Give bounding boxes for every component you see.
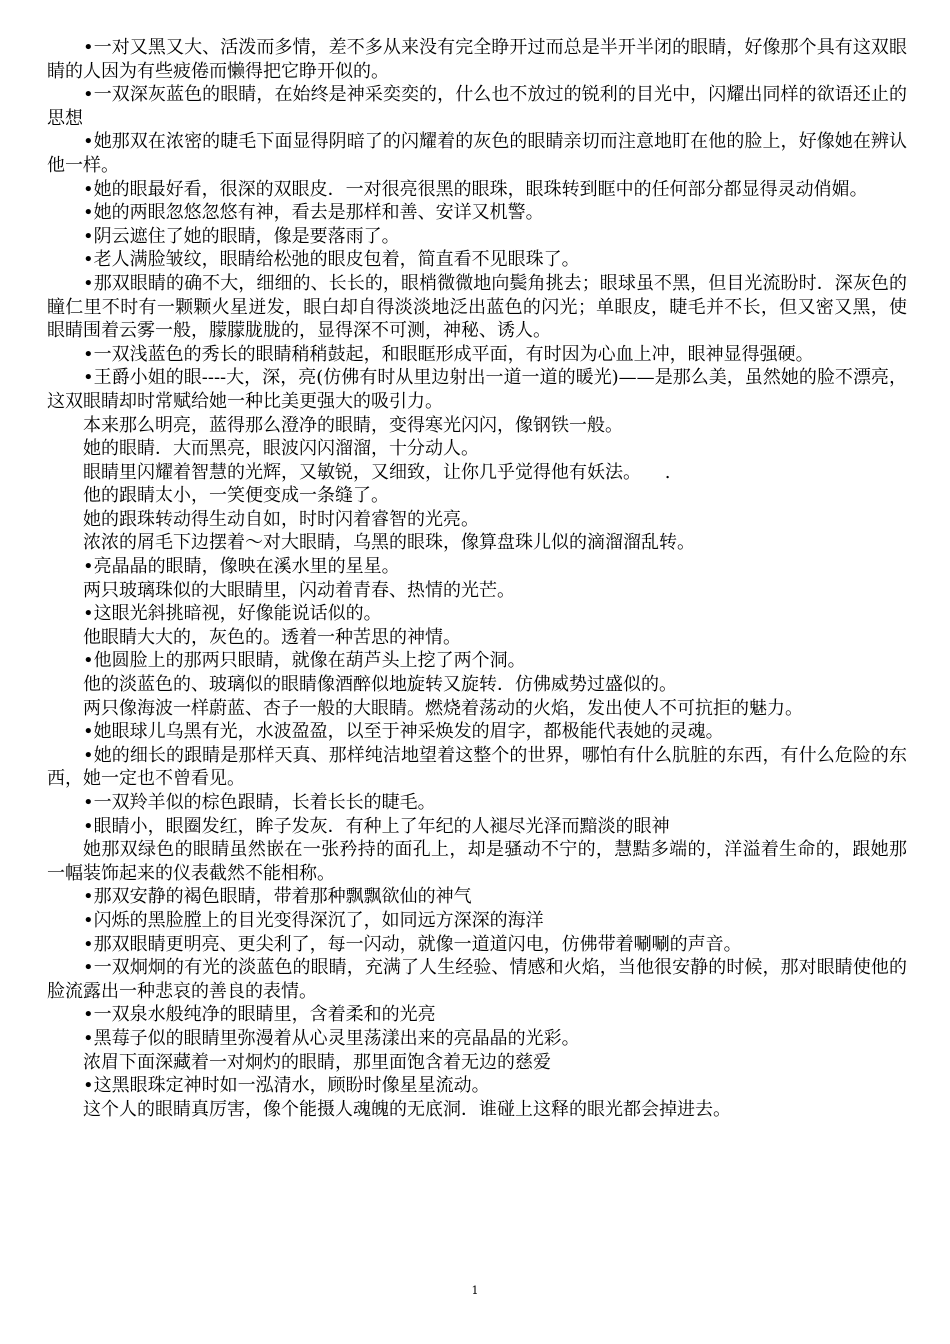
- paragraph: •眼睛小，眼圈发红，眸子发灰．有种上了年纪的人褪尽光泽而黯淡的眼神: [83, 815, 670, 837]
- paragraph: •王爵小姐的眼----大，深，亮(仿佛有时从里边射出一道一道的暖光)——是那么美，虽然她的脸不漂亮，这双眼睛却时常赋给她一种比美更强大的吸引力。: [47, 367, 907, 412]
- paragraph: 浓浓的屑毛下边摆着～对大眼睛，乌黑的眼珠，像算盘珠儿似的滴溜溜乱转。: [83, 532, 695, 554]
- paragraph: •一双羚羊似的棕色跟睛，长着长长的睫毛。: [83, 792, 436, 813]
- paragraph: •阴云遮住了她的眼睛，像是要落雨了。: [83, 225, 400, 247]
- paragraph: •一双深灰蓝色的眼睛，在始终是神采奕奕的，什么也不放过的锐利的目光中，闪耀出同样的欲语还止的思想: [47, 84, 907, 129]
- page-number: 1: [471, 1284, 479, 1297]
- paragraph: 浓眉下面深藏着一对炯灼的眼睛，那里面饱含着无边的慈爱: [83, 1051, 551, 1073]
- paragraph: •她的眼最好看，很深的双眼皮．一对很亮很黑的眼珠，眼珠转到眶中的任何部分都显得灵动俏媚。: [83, 178, 868, 200]
- paragraph: •一双泉水般纯净的眼睛里，含着柔和的光亮: [83, 1004, 436, 1026]
- paragraph: •她的两眼忽悠忽悠有神，看去是那样和善、安详又机警。: [83, 202, 544, 224]
- paragraph: 本来那么明亮，蓝得那么澄净的眼睛，变得寒光闪闪，像钢铁一般。: [83, 414, 623, 436]
- paragraph: •她的细长的跟睛是那样天真、那样纯洁地望着这整个的世界，哪怕有什么肮脏的东西，有什么危险的东西，她一定也不曾看见。: [47, 744, 907, 790]
- paragraph: •闪烁的黑脸膛上的目光变得深沉了，如同远方深深的海洋: [83, 909, 544, 931]
- paragraph: •那双眼睛的确不大，细细的、长长的，眼梢微微地向鬓角挑去；眼球虽不黑，但目光流盼时．深灰色的瞳仁里不时有一颗颗火星迸发，眼白却自得淡淡地泛出蓝色的闪光；单眼皮，睫毛并不长，但又密又黑，使眼睛围着云雾一般，朦朦胧胧的，显得深不可测，神秘、诱人。: [47, 272, 907, 342]
- paragraph: 两只像海波一样蔚蓝、杏子一般的大眼睛。燃烧着荡动的火焰，发出使人不可抗拒的魅力。: [83, 697, 803, 719]
- paragraph: 她那双绿色的眼睛虽然嵌在一张矜持的面孔上，却是骚动不宁的，慧黠多端的，洋溢着生命的，跟她那一幅装饰起来的仪表截然不能相称。: [47, 839, 907, 884]
- paragraph: 她的眼睛．大而黑亮，眼波闪闪溜溜，十分动人。: [83, 438, 479, 460]
- paragraph: •她那双在浓密的睫毛下面显得阴暗了的闪耀着的灰色的眼睛亲切而注意地盯在他的脸上，好像她在辨认他一样。: [47, 131, 907, 176]
- paragraph: 她的跟珠转动得生动自如，时时闪着睿智的光亮。: [83, 508, 479, 530]
- paragraph: 眼睛里闪耀着智慧的光辉，又敏锐，又细致，让你几乎觉得他有妖法。 .: [83, 461, 671, 483]
- paragraph: •一双浅蓝色的秀长的眼睛稍稍鼓起，和眼眶形成平面，有时因为心血上冲，眼神显得强硬。: [83, 343, 814, 365]
- paragraph: •那双安静的褐色眼睛，带着那种飘飘欲仙的神气: [83, 886, 472, 908]
- paragraph: •他圆脸上的那两只眼睛，就像在葫芦头上挖了两个洞。: [83, 650, 526, 672]
- paragraph: 两只玻璃珠似的大眼睛里，闪动着青春、热情的光芒。: [83, 579, 515, 601]
- paragraph: 他的跟睛太小，一笑便变成一条缝了。: [83, 485, 389, 507]
- paragraph: 他眼睛大大的，灰色的。透着一种苦思的神情。: [83, 626, 461, 648]
- paragraph: •这黑眼珠定神时如一泓清水，顾盼时像星星流动。: [83, 1075, 490, 1097]
- paragraph: •这眼光斜挑暗视，好像能说话似的。: [83, 603, 382, 625]
- paragraph: •她眼球儿乌黑有光，水波盈盈，以至于神采焕发的眉字，都极能代表她的灵魂。: [83, 721, 724, 743]
- paragraph: •一双炯炯的有光的淡蓝色的眼睛，充满了人生经验、情感和火焰，当他很安静的时候，那对眼睛使他的脸流露出一种悲哀的善良的表情。: [47, 957, 907, 1002]
- paragraph: 这个人的眼睛真厉害，像个能摄人魂魄的无底洞．谁碰上这释的眼光都会掉进去。: [83, 1098, 731, 1120]
- paragraph: •老人满脸皱纹，眼睛给松弛的眼皮包着，简直看不见眼珠了。: [83, 249, 580, 271]
- paragraph: •一对又黑又大、活泼而多情，差不多从来没有完全睁开过而总是半开半闭的眼睛，好像那个具有这双眼睛的人因为有些疲倦而懒得把它睁开似的。: [47, 37, 907, 82]
- paragraph: •黑莓子似的眼睛里弥漫着从心灵里荡漾出来的亮晶晶的光彩。: [83, 1027, 580, 1049]
- paragraph: •那双眼睛更明亮、更尖利了，每一闪动，就像一道道闪电，仿佛带着唰唰的声音。: [83, 933, 742, 955]
- paragraph: •亮晶晶的眼睛，像映在溪水里的星星。: [83, 556, 400, 578]
- paragraph: 他的淡蓝色的、玻璃似的眼睛像酒醉似地旋转又旋转．仿佛威势过盛似的。: [83, 674, 677, 696]
- document-body: [47, 36, 907, 1121]
